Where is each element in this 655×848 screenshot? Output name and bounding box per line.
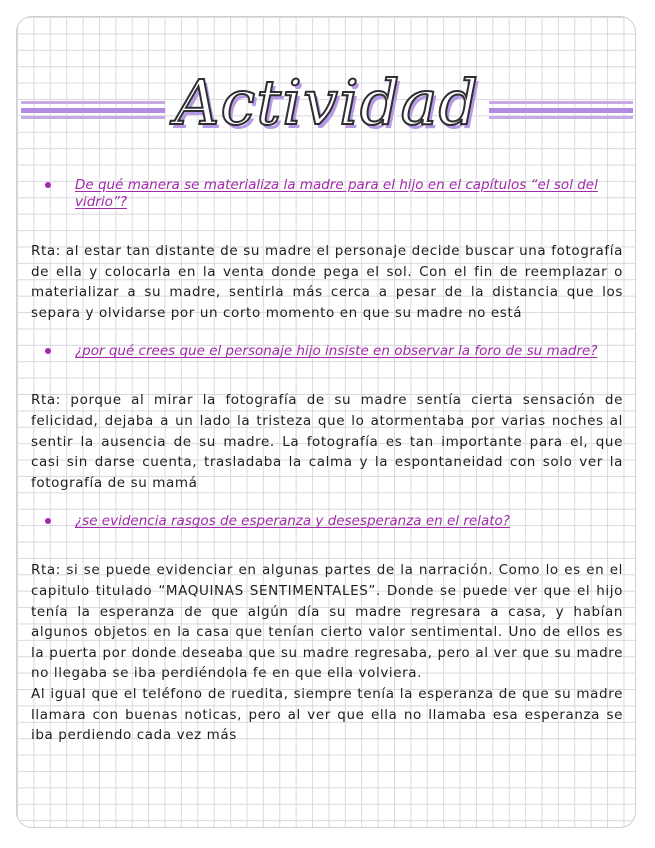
- title-decoration-left: [21, 101, 165, 119]
- answer-1: Rta: al estar tan distante de su madre el personaje decide buscar una fotografía de ella y colocarla en la venta donde pega el sol. Con el fin de reemplazar o materializar a su madre, sentirla más cerca a pesar de la distancia que los separa y olvidarse por un corto momento en que su madre no está: [31, 243, 623, 321]
- bullet-icon: [45, 518, 51, 524]
- question-3: [31, 513, 623, 530]
- question-2: [31, 343, 623, 360]
- title-banner: [17, 53, 635, 163]
- question-1: [31, 177, 623, 211]
- question-2-text: ¿por qué crees que el personaje hijo insiste en observar la foro de su madre?: [75, 343, 598, 360]
- answer-3: Rta: si se puede evidenciar en algunas partes de la narración. Como lo es en el capitulo titulado “MAQUINAS SENTIMENTALES”. Donde se puede ver que el hijo tenía la esperanza de que algún día su madre regresara a casa, y habían algunos objetos en la casa que tenían cierto valor sentimental. Uno de ellos es la puerta por donde deseaba que su madre regresaba, pero al ver que su madre no llegaba se iba perdiéndola fe en que ella volviera.: [31, 562, 623, 682]
- activity-content: [31, 177, 623, 746]
- answer-3-continued: Al igual que el teléfono de ruedita, siempre tenía la esperanza de que su madre llamara con buenas noticas, pero al ver que ella no llamaba esa esperanza se iba perdiendo cada vez más: [31, 685, 623, 744]
- question-3-text: ¿se evidencia rasgos de esperanza y desesperanza en el relato?: [75, 513, 510, 530]
- page-title: Actividad: [174, 66, 480, 139]
- notebook-page: [16, 16, 636, 828]
- bullet-icon: [45, 182, 51, 188]
- answer-2: Rta: porque al mirar la fotografía de su madre sentía cierta sensación de felicidad, dejaba a un lado la tristeza que lo atormentaba por varias noches al sentir la ausencia de su madre. La fotografía es tan importante para el, que casi sin darse cuenta, trasladaba la calma y la espontaneidad con solo ver la fotografía de su mamá: [31, 392, 623, 491]
- bullet-icon: [45, 348, 51, 354]
- title-decoration-right: [489, 101, 633, 119]
- question-1-text: De qué manera se materializa la madre para el hijo en el capítulos “el sol del vidrio”?: [75, 177, 598, 210]
